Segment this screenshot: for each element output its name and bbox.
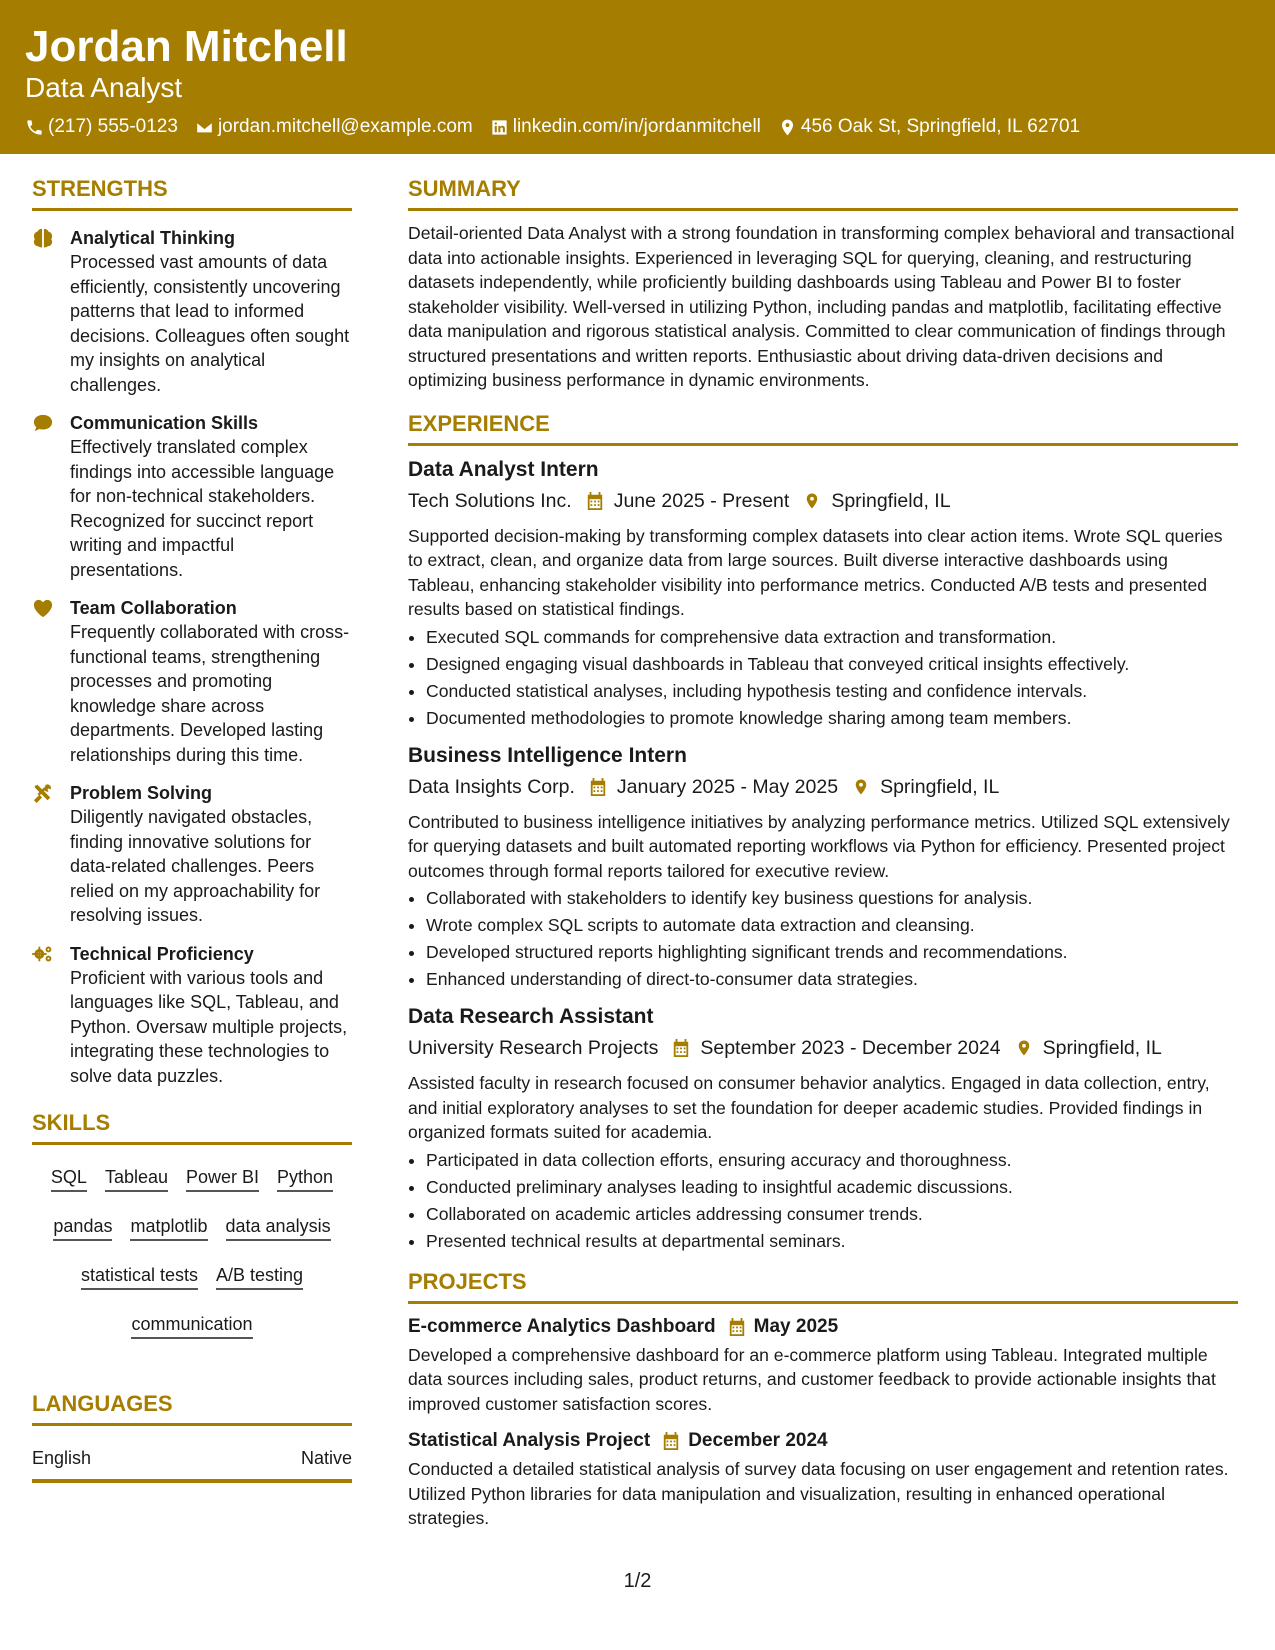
job-meta bbox=[408, 774, 1238, 800]
project-header bbox=[408, 1314, 1238, 1340]
brain-icon bbox=[32, 228, 54, 248]
job-entry bbox=[408, 1003, 1238, 1255]
strengths-title: STRENGTHS bbox=[32, 176, 352, 211]
strength-desc: Proficient with various tools and languages like SQL, Tableau, and Python. Oversaw multiple projects, integrating these technologies to solve data puzzles. bbox=[70, 967, 348, 1086]
job-company: Data Insights Corp. bbox=[408, 775, 575, 798]
project-header bbox=[408, 1428, 1238, 1454]
job-title: Business Intelligence Intern bbox=[408, 743, 687, 767]
contact-bar bbox=[25, 116, 1097, 138]
skill-tag: Python bbox=[277, 1166, 333, 1192]
resume-header bbox=[0, 0, 1275, 154]
map-marker-icon bbox=[1015, 1038, 1033, 1058]
map-marker-icon bbox=[803, 491, 821, 511]
calendar-icon bbox=[589, 777, 607, 797]
linkedin-icon bbox=[490, 118, 509, 137]
job-bullet: • Conducted preliminary analyses leading to insightful academic discussions. bbox=[426, 1174, 1238, 1201]
job-dates: September 2023 - December 2024 bbox=[700, 1037, 1001, 1059]
job-company: University Research Projects bbox=[408, 1037, 659, 1059]
strength-title: Problem Solving bbox=[70, 783, 213, 803]
strength-desc: Diligently navigated obstacles, finding innovative solutions for data-related challenges. Peers relied on my approachability for resolving issues. bbox=[70, 807, 321, 925]
calendar-icon bbox=[672, 1038, 690, 1058]
strength-item bbox=[32, 942, 352, 1089]
skill-tag: A/B testing bbox=[216, 1264, 303, 1290]
right-column bbox=[408, 176, 1238, 1531]
page-number: 1/2 bbox=[623, 1570, 652, 1592]
phone-icon bbox=[25, 118, 44, 137]
contact-phone[interactable] bbox=[25, 116, 178, 138]
job-bullet: • Wrote complex SQL scripts to automate data extraction and cleansing. bbox=[426, 912, 1238, 939]
summary-text: Detail-oriented Data Analyst with a strong foundation in transforming complex behavioral and transactional data into actionable insights. Experienced in leveraging SQL for querying, cleaning, and restructuring datasets independently, while proficiently building dashboards using Tableau and Power BI to foster stakeholder visibility. Well-versed in utilizing Python, including pandas and matplotlib, facilitating effective data manipulation and rigorous statistical analysis. Committed to clear communication of findings through structured presentations and written reports. Enthusiastic about driving data-driven decisions and optimizing business performance in dynamic environments. bbox=[408, 223, 1235, 390]
job-entry bbox=[408, 456, 1238, 732]
job-bullet: • Developed structured reports highlighting significant trends and recommendations. bbox=[426, 939, 1238, 966]
strength-desc: Effectively translated complex findings into accessible language for non-technical stakeholders. Recognized for succinct report writing and impactful presentations. bbox=[70, 437, 335, 580]
job-dates: June 2025 - Present bbox=[613, 489, 790, 512]
skill-tag: statistical tests bbox=[81, 1264, 198, 1290]
project-entry bbox=[408, 1314, 1238, 1417]
projects-title: PROJECTS bbox=[408, 1269, 1238, 1304]
language-level: Native bbox=[300, 1448, 352, 1468]
job-bullets bbox=[408, 885, 1238, 993]
heart-icon bbox=[32, 598, 54, 618]
project-description: Conducted a detailed statistical analysis of survey data focusing on user engagement and retention rates. Utilized Python libraries for data manipulation and visualization, resulting in enhanced operational strategies. bbox=[408, 1459, 1229, 1528]
language-item bbox=[32, 1448, 352, 1483]
strength-title: Team Collaboration bbox=[70, 598, 237, 618]
summary-title: SUMMARY bbox=[408, 176, 1238, 211]
left-column bbox=[32, 176, 352, 1483]
job-bullets bbox=[408, 1147, 1238, 1255]
job-bullet: • Enhanced understanding of direct-to-consumer data strategies. bbox=[426, 966, 1238, 993]
job-dates: January 2025 - May 2025 bbox=[616, 775, 839, 798]
skill-tag: matplotlib bbox=[130, 1215, 207, 1241]
skill-tag: Power BI bbox=[186, 1166, 259, 1192]
linkedin-text: linkedin.com/in/jordanmitchell bbox=[512, 116, 761, 137]
calendar-icon bbox=[662, 1431, 680, 1451]
skills-list bbox=[32, 1157, 352, 1353]
job-description: Supported decision-making by transforming complex datasets into clear action items. Wrote SQL queries to extract, clean, and organize data from large sources. Built diverse interactive dashboards using Tableau, enhancing stakeholder visibility into performance metrics. Conducted A/B tests and presented results based on statistical findings. bbox=[408, 525, 1223, 619]
candidate-name: Jordan Mitchell bbox=[25, 22, 348, 71]
strength-item bbox=[32, 781, 352, 928]
job-bullet: • Conducted statistical analyses, including hypothesis testing and confidence intervals. bbox=[426, 678, 1238, 705]
gears-icon bbox=[32, 944, 54, 964]
project-date: May 2025 bbox=[753, 1315, 839, 1337]
map-marker-icon bbox=[778, 118, 797, 137]
strength-desc: Processed vast amounts of data efficiently, consistently uncovering patterns that lead to informed decisions. Colleagues often sought my insights on analytical challenges. bbox=[70, 252, 350, 395]
job-title: Data Analyst Intern bbox=[408, 457, 599, 481]
strength-item bbox=[32, 226, 352, 397]
job-bullet: • Presented technical results at departmental seminars. bbox=[426, 1228, 1238, 1255]
strength-title: Analytical Thinking bbox=[70, 228, 236, 248]
email-text: jordan.mitchell@example.com bbox=[217, 116, 473, 137]
job-bullet: • Executed SQL commands for comprehensive data extraction and transformation. bbox=[426, 624, 1238, 651]
job-bullet: • Collaborated with stakeholders to identify key business questions for analysis. bbox=[426, 885, 1238, 912]
job-location: Springfield, IL bbox=[880, 775, 1000, 798]
project-entry bbox=[408, 1428, 1238, 1531]
job-meta bbox=[408, 488, 1238, 514]
contact-email[interactable] bbox=[195, 116, 473, 138]
project-title: Statistical Analysis Project bbox=[408, 1430, 651, 1451]
job-title: Data Research Assistant bbox=[408, 1005, 654, 1028]
skill-tag: pandas bbox=[53, 1215, 112, 1241]
job-bullet: • Participated in data collection efforts, ensuring accuracy and thoroughness. bbox=[426, 1147, 1238, 1174]
map-marker-icon bbox=[852, 777, 870, 797]
strength-item bbox=[32, 411, 352, 582]
calendar-icon bbox=[728, 1317, 746, 1337]
experience-title: EXPERIENCE bbox=[408, 411, 1238, 446]
strengths-list bbox=[32, 226, 352, 1088]
contact-address bbox=[778, 116, 1080, 138]
contact-linkedin[interactable] bbox=[490, 116, 761, 138]
skill-tag: SQL bbox=[51, 1166, 87, 1192]
envelope-icon bbox=[195, 118, 214, 137]
job-bullet: • Designed engaging visual dashboards in Tableau that conveyed critical insights effectively. bbox=[426, 651, 1238, 678]
job-entry bbox=[408, 742, 1238, 994]
job-company: Tech Solutions Inc. bbox=[408, 489, 572, 512]
job-meta bbox=[408, 1035, 1238, 1061]
skill-tag: communication bbox=[131, 1313, 252, 1339]
skill-tag: Tableau bbox=[105, 1166, 168, 1192]
project-date: December 2024 bbox=[688, 1430, 828, 1451]
tools-icon bbox=[32, 783, 54, 803]
comment-icon bbox=[32, 413, 54, 433]
job-bullet: • Collaborated on academic articles addressing consumer trends. bbox=[426, 1201, 1238, 1228]
strength-title: Technical Proficiency bbox=[70, 943, 254, 964]
strength-item bbox=[32, 596, 352, 767]
job-bullets bbox=[408, 624, 1238, 732]
job-location: Springfield, IL bbox=[831, 489, 951, 512]
calendar-icon bbox=[586, 491, 604, 511]
project-description: Developed a comprehensive dashboard for an e-commerce platform using Tableau. Integrated multiple data sources including sales, product returns, and customer feedback to provide actionable insights that improved customer satisfaction scores. bbox=[408, 1344, 1216, 1414]
language-name: English bbox=[32, 1448, 92, 1468]
strength-desc: Frequently collaborated with cross-functional teams, strengthening processes and promoting knowledge share across departments. Developed lasting relationships during this time. bbox=[70, 622, 350, 765]
phone-text: (217) 555-0123 bbox=[48, 116, 178, 137]
skills-title: SKILLS bbox=[32, 1110, 352, 1145]
languages-title: LANGUAGES bbox=[32, 1391, 352, 1426]
strength-title: Communication Skills bbox=[70, 413, 259, 433]
job-description: Contributed to business intelligence initiatives by analyzing performance metrics. Utilized SQL extensively for querying datasets and built automated reporting workflows via Python for efficiency. Presented project outcomes through formal reports tailored for executive review. bbox=[408, 811, 1230, 881]
address-text: 456 Oak St, Springfield, IL 62701 bbox=[800, 116, 1081, 137]
skill-tag: data analysis bbox=[226, 1215, 331, 1241]
job-bullet: • Documented methodologies to promote knowledge sharing among team members. bbox=[426, 705, 1238, 732]
candidate-role: Data Analyst bbox=[25, 72, 183, 103]
job-description: Assisted faculty in research focused on consumer behavior analytics. Engaged in data collection, entry, and initial exploratory analyses to set the foundation for deeper academic studies. Provided findings in organized formats suited for academia. bbox=[408, 1073, 1210, 1142]
job-location: Springfield, IL bbox=[1042, 1037, 1162, 1059]
project-title: E-commerce Analytics Dashboard bbox=[408, 1315, 716, 1337]
